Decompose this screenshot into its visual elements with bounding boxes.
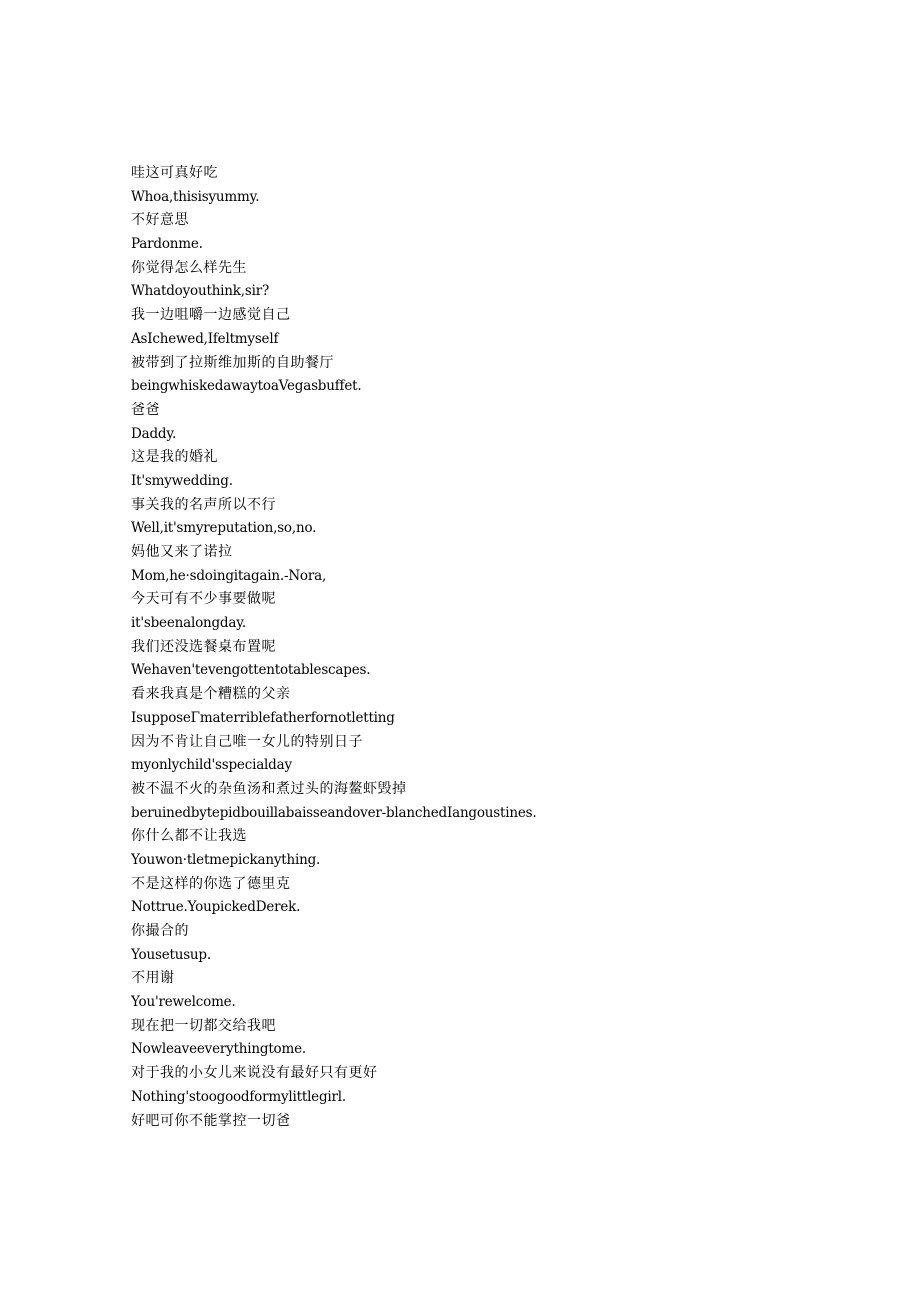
english-subtitle-line: It'smywedding.	[131, 472, 233, 489]
chinese-subtitle-line: 好吧可你不能掌控一切爸	[131, 1112, 291, 1129]
english-subtitle-line: Whoa,thisisyummy.	[131, 188, 260, 205]
english-subtitle-line: You'rewelcome.	[131, 994, 236, 1011]
english-subtitle-line: Wehaven'tevengottentotablescapes.	[131, 662, 371, 679]
chinese-subtitle-line: 我们还没选餐桌布置呢	[131, 638, 276, 655]
chinese-subtitle-line: 今天可有不少事要做呢	[131, 591, 276, 608]
chinese-subtitle-line: 哇这可真好吃	[131, 165, 218, 181]
english-subtitle-line: myonlychild'sspecialday	[131, 757, 292, 774]
english-subtitle-line: Yousetusup.	[131, 946, 211, 963]
chinese-subtitle-line: 不用谢	[131, 970, 175, 987]
chinese-subtitle-line: 被不温不火的杂鱼汤和煮过头的海鳌虾毁掉	[131, 780, 407, 797]
chinese-subtitle-line: 你撮合的	[131, 923, 189, 939]
english-subtitle-line: Youwon·tletmepickanything.	[131, 851, 321, 868]
english-subtitle-line: beruinedbytepidbouillabaisseandover-blanchedIangoustines.	[131, 804, 537, 821]
chinese-subtitle-line: 你什么都不让我选	[131, 828, 247, 845]
chinese-subtitle-line: 被带到了拉斯维加斯的自助餐厅	[131, 354, 334, 371]
english-subtitle-line: beingwhiskedawaytoaVegasbuffet.	[131, 378, 362, 395]
chinese-subtitle-line: 对于我的小女儿来说没有最好只有更好	[131, 1065, 378, 1082]
chinese-subtitle-line: 爸爸	[131, 401, 160, 418]
english-subtitle-line: AsIchewed,Ifeltmyself	[131, 330, 279, 347]
chinese-subtitle-line: 妈他又来了诺拉	[131, 544, 233, 560]
english-subtitle-line: Nowleaveeverythingtome.	[131, 1041, 306, 1058]
chinese-subtitle-line: 看来我真是个糟糕的父亲	[131, 686, 291, 703]
english-subtitle-line: Nottrue.YoupickedDerek.	[131, 899, 301, 916]
chinese-subtitle-line: 现在把一切都交给我吧	[131, 1017, 276, 1034]
chinese-subtitle-line: 我一边咀嚼一边感觉自己	[131, 307, 291, 324]
english-subtitle-line: Daddy.	[131, 425, 177, 442]
chinese-subtitle-line: 不是这样的你选了德里克	[131, 875, 291, 892]
chinese-subtitle-line: 你觉得怎么样先生	[131, 259, 247, 276]
english-subtitle-line: Pardonme.	[131, 236, 203, 253]
english-subtitle-line: Well,it'smyreputation,so,no.	[131, 520, 317, 537]
english-subtitle-line: IsupposeΓmaterriblefatherfornotletting	[131, 709, 395, 726]
chinese-subtitle-line: 因为不肯让自己唯一女儿的特别日子	[131, 733, 363, 750]
english-subtitle-line: it'sbeenalongday.	[131, 615, 246, 632]
subtitle-transcript	[131, 162, 891, 1133]
english-subtitle-line: Nothing'stoogoodformylittlegirl.	[131, 1088, 346, 1105]
chinese-subtitle-line: 事关我的名声所以不行	[131, 496, 276, 513]
chinese-subtitle-line: 不好意思	[131, 212, 189, 229]
chinese-subtitle-line: 这是我的婚礼	[131, 449, 218, 466]
english-subtitle-line: Whatdoyouthink,sir?	[131, 283, 270, 300]
english-subtitle-line: Mom,he·sdoingitagain.-Nora,	[131, 567, 327, 584]
